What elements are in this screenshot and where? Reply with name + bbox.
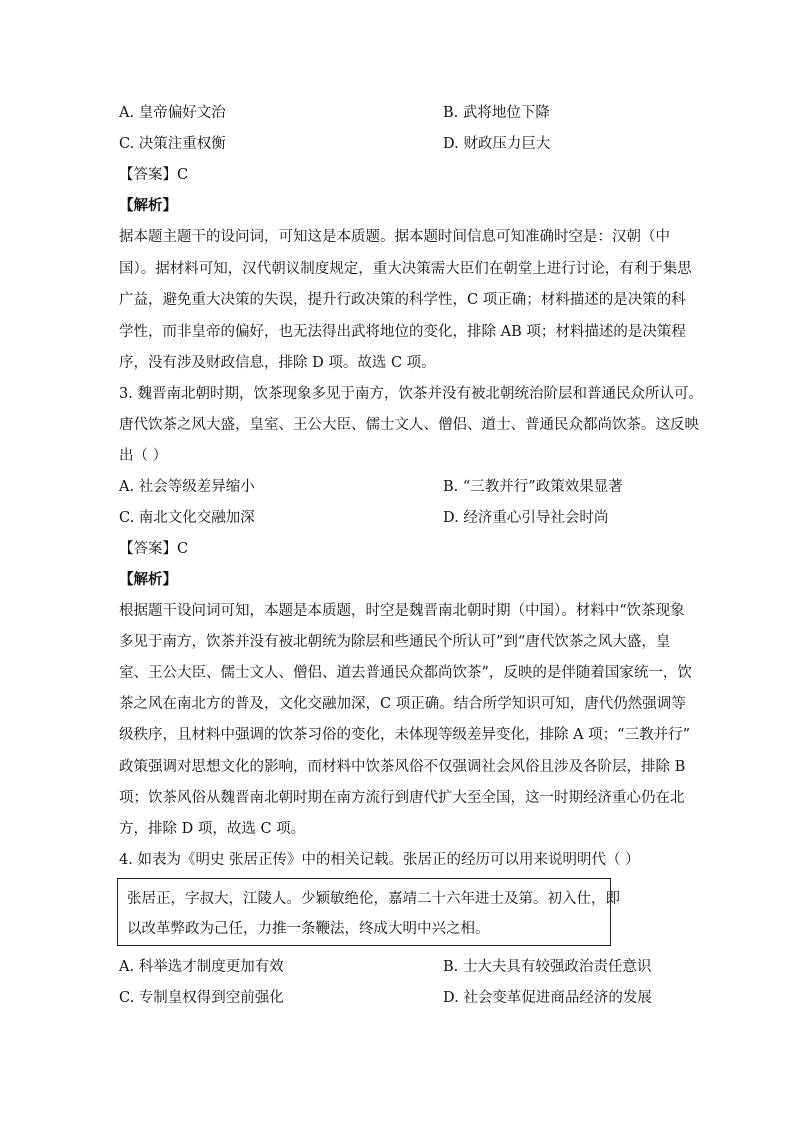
q3-analysis-line-6: 政策强调对思想文化的影响，而材料中饮茶风俗不仅强调社会风俗且涉及各阶层，排除 B <box>119 759 686 775</box>
q4-option-b: B. 士大夫具有较强政治责任意识 <box>443 959 652 975</box>
q3-analysis-line-8: 方，排除 D 项，故选 C 项。 <box>119 821 306 837</box>
q3-analysis-line-4: 茶之风在南北方的普及，文化交融加深，C 项正确。结合所学知识可知，唐代仍然强调等 <box>119 696 686 712</box>
q3-stem-line-1: 3. 魏晋南北朝时期，饮茶现象多见于南方，饮茶并没有被北朝统治阶层和普通民众所认可。 <box>119 386 703 402</box>
q2-analysis-line-2: 国）。据材料可知，汉代朝议制度规定，重大决策需大臣们在朝堂上进行讨论，有利于集思 <box>119 261 692 277</box>
q3-option-b: B. “三教并行”政策效果显著 <box>443 479 623 495</box>
q4-table-line-1: 张居正，字叔大，江陵人。少颖敏绝伦，嘉靖二十六年进士及第。初入仕，即 <box>127 891 620 907</box>
q2-analysis-label: 【解析】 <box>119 197 177 214</box>
q2-analysis-line-5: 序，没有涉及财政信息，排除 D 项。故选 C 项。 <box>119 355 436 371</box>
q2-option-a: A. 皇帝偏好文治 <box>119 105 226 121</box>
q3-analysis-line-1: 根据题干设问词可知，本题是本质题，时空是魏晋南北朝时期（中国）。材料中“饮茶现象 <box>119 603 685 619</box>
q2-option-b: B. 武将地位下降 <box>443 105 550 121</box>
q2-option-c: C. 决策注重权衡 <box>119 136 226 152</box>
q4-stem: 4. 如表为《明史 张居正传》中的相关记载。张居正的经历可以用来说明明代（ ） <box>119 852 640 868</box>
q3-stem-line-2: 唐代饮茶之风大盛，皇室、王公大臣、儒士文人、僧侣、道士、普通民众都尚饮茶。这反映 <box>119 417 699 433</box>
q3-option-a: A. 社会等级差异缩小 <box>119 479 255 495</box>
q3-stem-line-3: 出（ ） <box>119 448 168 464</box>
q3-analysis-line-2: 多见于南方，饮茶并没有被北朝统为除层和些通民个所认可”到“唐代饮茶之风大盛，皇 <box>119 634 671 650</box>
q3-analysis-line-7: 项；饮茶风俗从魏晋南北朝时期在南方流行到唐代扩大至全国，这一时期经济重心仍在北 <box>119 790 685 806</box>
q3-option-d: D. 经济重心引导社会时尚 <box>443 510 609 526</box>
q4-quote-table <box>117 878 620 946</box>
q4-option-d: D. 社会变革促进商品经济的发展 <box>443 990 652 1006</box>
q3-analysis-label: 【解析】 <box>119 571 177 588</box>
q2-option-d: D. 财政压力巨大 <box>443 136 551 152</box>
q2-analysis-line-4: 学性，而非皇帝的偏好，也无法得出武将地位的变化，排除 AB 项；材料描述的是决策程 <box>119 324 686 340</box>
q4-table-line-2: 以改革弊政为己任，力推一条鞭法，终成大明中兴之相。 <box>127 921 490 937</box>
q3-analysis-line-5: 级秩序，且材料中强调的饮茶习俗的变化，未体现等级差异变化，排除 A 项；“三教并行” <box>119 727 691 743</box>
q3-answer: 【答案】C <box>119 541 189 557</box>
q4-option-a: A. 科举选才制度更加有效 <box>119 959 284 975</box>
q2-analysis-line-3: 广益，避免重大决策的失误，提升行政决策的科学性，C 项正确；材料描述的是决策的科 <box>119 292 686 308</box>
q2-analysis-line-1: 据本题主题干的设问词，可知这是本质题。据本题时间信息可知准确时空是：汉朝（中 <box>119 229 670 245</box>
q3-option-c: C. 南北文化交融加深 <box>119 510 255 526</box>
q4-option-c: C. 专制皇权得到空前强化 <box>119 990 284 1006</box>
q2-answer: 【答案】C <box>119 167 189 183</box>
q3-analysis-line-3: 室、王公大臣、儒士文人、僧侣、道去普通民众都尚饮茶”，反映的是伴随着国家统一，饮 <box>119 665 692 681</box>
